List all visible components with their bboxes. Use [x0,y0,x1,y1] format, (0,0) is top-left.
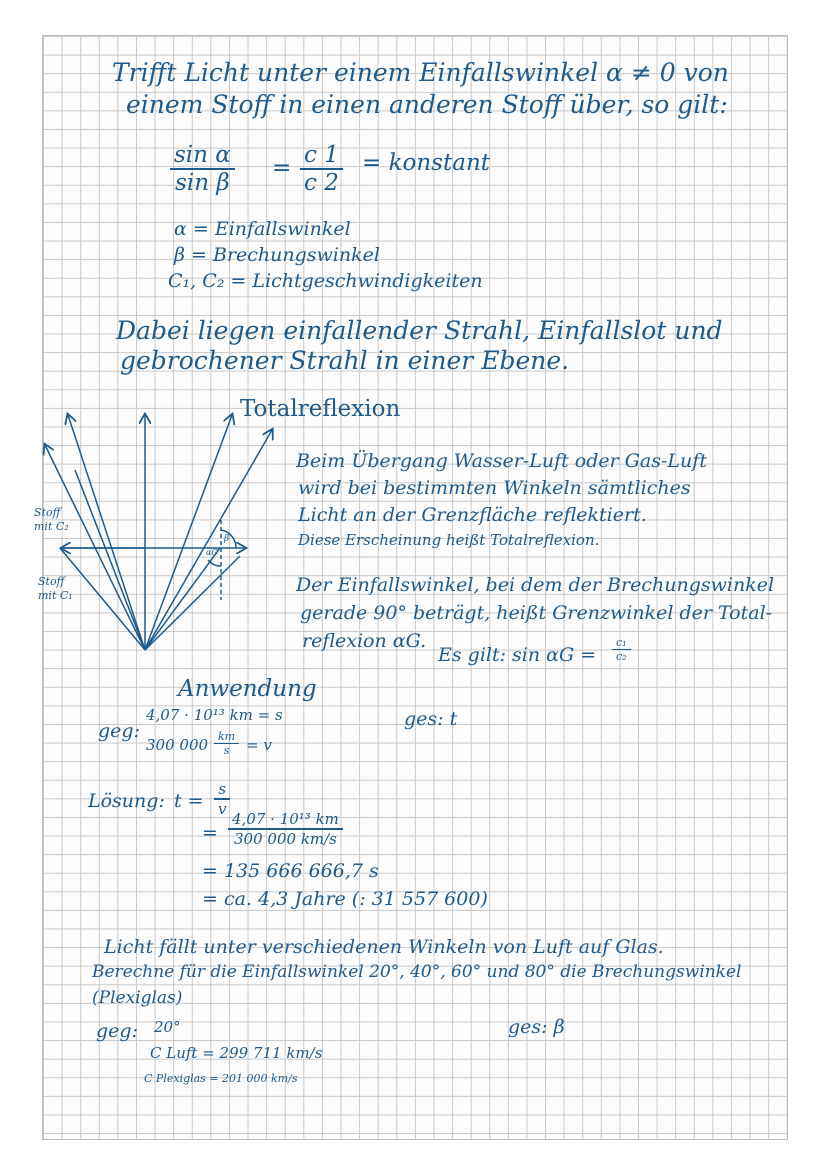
medium-top-2: mit C₂ [34,520,69,533]
application-step4: = ca. 4,3 Jahre (: 31 557 600) [202,888,488,910]
exercise-c-plexiglas: C Plexiglas = 201 000 km/s [144,1072,298,1085]
critical-num-c1: c₁ [612,636,631,650]
critical-angle-formula: Es gilt: sin αG = [438,644,597,666]
law-num-c1: c 1 [300,142,343,170]
total-reflection-line-3: Licht an der Grenzfläche reflektiert. [298,504,647,526]
critical-den-c2: c₂ [616,650,627,663]
law-den-sin-beta: sin β [175,170,230,196]
application-given-v-unit [214,730,239,757]
exercise-given-label: geg: [96,1020,138,1042]
total-reflection-line-2: wird bei bestimmten Winkeln sämtliches [298,477,691,499]
application-step1-prefix: t = [174,790,204,812]
exercise-line-3: (Plexiglas) [92,988,183,1008]
critical-angle-fraction [612,636,631,663]
law-num-sin-alpha: sin α [170,142,235,170]
angle-label-beta: β [224,534,230,544]
application-solution-label: Lösung: [88,790,165,812]
total-reflection-line-4: Diese Erscheinung heißt Totalreflexion. [298,531,600,549]
application-given-s: 4,07 · 10¹³ km = s [146,706,283,724]
given-v-unit-den: s [223,744,230,757]
critical-angle-line-3: reflexion αG. [302,630,427,652]
intro-line-1: Trifft Licht unter einem Einfallswinkel α ≠ 0 von [112,58,729,87]
medium-bottom-1: Stoff [38,575,65,588]
exercise-line-2: Berechne für die Einfallswinkel 20°, 40°, 60° und 80° die Brechungswinkel [92,962,742,982]
ray-7 [145,556,240,650]
given-v-unit-num: km [214,730,239,744]
medium-top-1: Stoff [34,506,61,519]
plane-line-1: Dabei liegen einfallender Strahl, Einfallslot und [116,316,723,345]
ray-5 [145,430,272,650]
definition-c: C₁, C₂ = Lichtgeschwindigkeiten [168,270,483,292]
exercise-c-air: C Luft = 299 711 km/s [150,1044,323,1062]
total-reflection-line-1: Beim Übergang Wasser-Luft oder Gas-Luft [296,450,707,472]
application-step2-fraction [228,810,343,848]
application-step2-prefix: = [202,822,218,844]
exercise-given-angle: 20° [154,1018,181,1036]
step2-num: 4,07 · 10¹³ km [228,810,343,830]
ray-2 [68,415,145,650]
law-equals-1: = [272,155,292,181]
diagram-title: Totalreflexion [240,396,401,422]
application-heading: Anwendung [178,676,317,702]
step2-den: 300 000 km/s [234,830,337,848]
ray-4 [145,415,232,650]
critical-angle-line-2: gerade 90° beträgt, heißt Grenzwinkel der Total- [300,602,773,624]
definition-beta: β = Brechungswinkel [174,244,380,266]
law-konstant: = konstant [362,150,490,176]
critical-angle-line-1: Der Einfallswinkel, bei dem der Brechungswinkel [296,574,775,596]
application-wanted: ges: t [404,708,458,730]
application-step3: = 135 666 666,7 s [202,860,379,882]
intro-line-2: einem Stoff in einen anderen Stoff über, so gilt: [126,90,728,119]
exercise-line-1: Licht fällt unter verschiedenen Winkeln von Luft auf Glas. [104,936,664,958]
application-given-v-suffix: = v [246,736,272,754]
application-given-label: geg: [98,720,140,742]
exercise-wanted: ges: β [508,1016,565,1038]
definition-alpha: α = Einfallswinkel [174,218,351,240]
medium-bottom-2: mit C₁ [38,589,73,602]
ray-9 [75,470,145,650]
law-den-c2: c 2 [304,170,339,196]
angle-label-alpha: αG [206,548,218,557]
application-given-v-prefix: 300 000 [146,736,209,754]
ray-6 [145,548,220,650]
step1-den: v [218,800,227,818]
plane-line-2: gebrochener Strahl in einer Ebene. [120,346,570,375]
step1-num: s [214,780,230,800]
